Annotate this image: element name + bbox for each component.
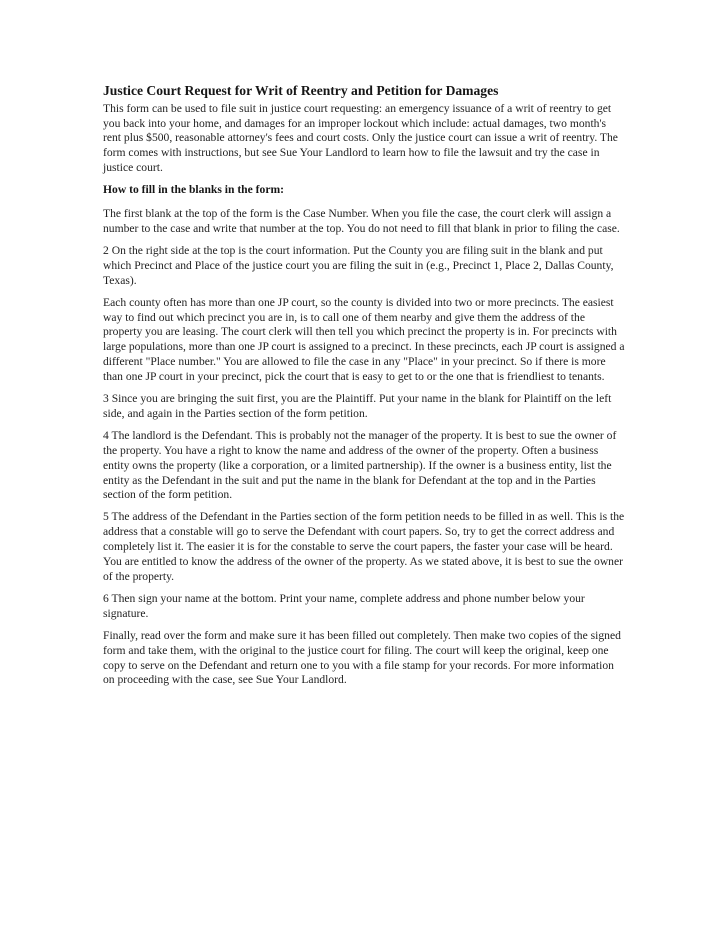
paragraph-defendant-address: 5 The address of the Defendant in the Parties section of the form petition needs to be filled in as well. This is the address that a constable will go to serve the Defendant with court papers. So, try to get the correct address and completely list it. The easier it is for the constable to serve the court papers, the faster your case will be heard. You are entitled to know the address of the owner of the property. As we stated above, it is best to sue the owner of the property. [103, 510, 625, 583]
paragraph-precincts: Each county often has more than one JP court, so the county is divided into two or more precincts. The easiest way to find out which precinct you are in, is to call one of them nearby and give them the address of the property you are leasing. The court clerk will then tell you which precinct the property is in. For precincts with large populations, more than one JP court is assigned to a precinct. In these precincts, each JP court is assigned a different "Place number." You are allowed to file the case in any "Place" in your precinct. So if there is more than one JP court in your precinct, pick the court that is easy to get to or the one that is friendliest to tenants. [103, 295, 625, 384]
document-title: Justice Court Request for Writ of Reentry and Petition for Damages [103, 83, 499, 98]
paragraph-case-number: The first blank at the top of the form is the Case Number. When you file the case, the court clerk will assign a number to the case and write that number at the top. You do not need to fill that blank in prior to filing the case. [103, 207, 620, 235]
paragraph-plaintiff: 3 Since you are bringing the suit first, you are the Plaintiff. Put your name in the blank for Plaintiff on the left side, and again in the Parties section of the form petition. [103, 392, 612, 420]
section-heading: How to fill in the blanks in the form: [103, 183, 284, 197]
document-content [103, 83, 626, 695]
intro-paragraph: This form can be used to file suit in justice court requesting: an emergency issuance of a writ of reentry to get you back into your home, and damages for an improper lockout which include: actual damages, two month's rent plus $500, reasonable attorney's fees and court costs. Only the justice court can issue a writ of reentry. The form comes with instructions, but see Sue Your Landlord to learn how to file the lawsuit and try the case in justice court. [103, 101, 618, 175]
paragraph-filing-copies: Finally, read over the form and make sure it has been filled out completely. Then make two copies of the signed form and take them, with the original to the justice court for filing. The court will keep the original, keep one copy to serve on the Defendant and return one to you with a file stamp for your records. For more information on proceeding with the case, see Sue Your Landlord. [103, 628, 621, 687]
paragraph-signature: 6 Then sign your name at the bottom. Print your name, complete address and phone number below your signature. [103, 591, 585, 620]
paragraph-defendant: 4 The landlord is the Defendant. This is probably not the manager of the property. It is best to sue the owner of the property. You have a right to know the name and address of the owner of the property. Often a business entity owns the property (like a corporation, or a limited partnership). If the owner is a business entity, list the entity as the Defendant in the suit and put the name in the blank for Defendant at the top and in the Parties section of the form petition. [103, 428, 617, 502]
paragraph-court-info: 2 On the right side at the top is the court information. Put the County you are filing suit in the blank and put which Precinct and Place of the justice court you are filing the suit in (e.g., Precinct 1, Place 2, Dallas County, Texas). [103, 243, 614, 287]
